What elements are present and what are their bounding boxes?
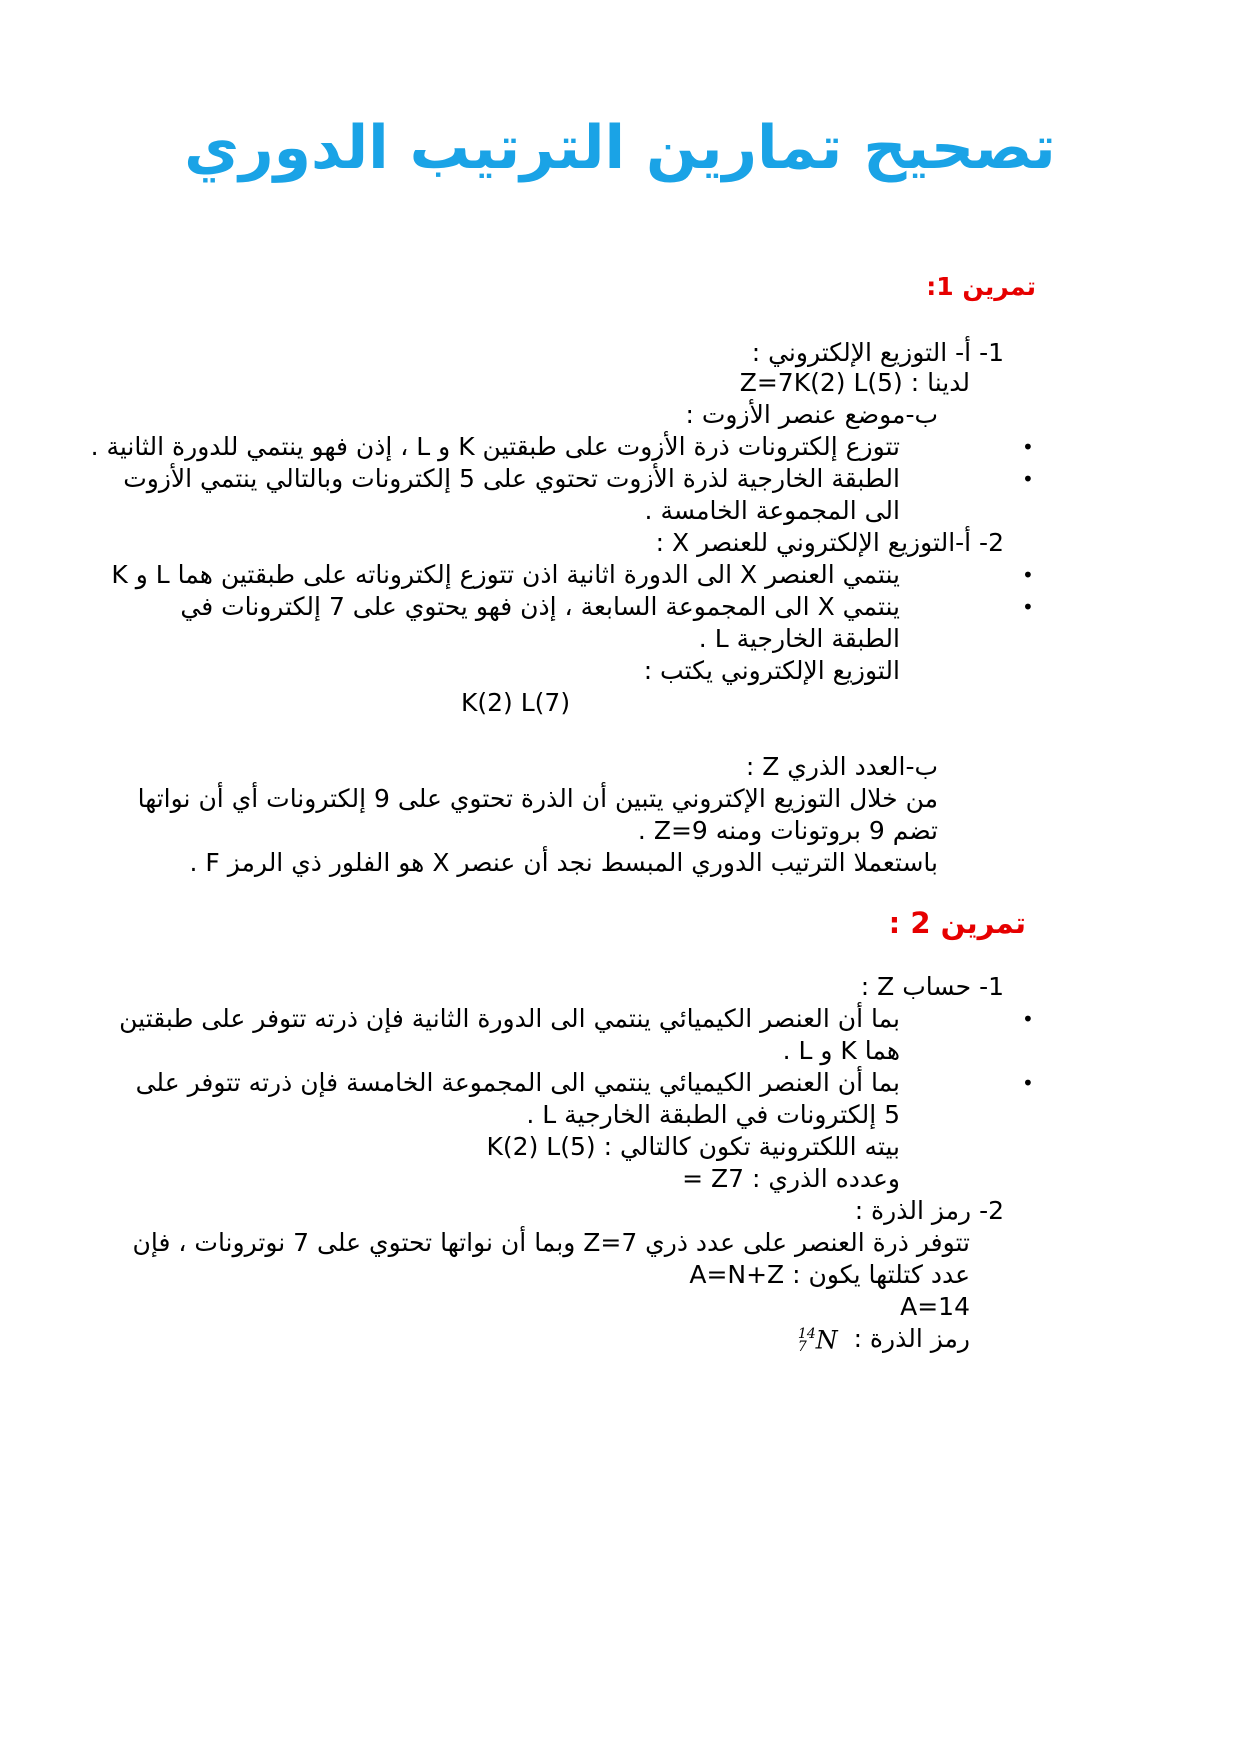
ex1-bullet-4b: الطبقة الخارجية L . <box>698 624 900 653</box>
ex2-bullet-1b: هما K و L . <box>782 1036 900 1065</box>
ex1-line-explain-3: باستعملا الترتيب الدوري المبسط نجد أن عنصر X هو الفلور ذي الرمز F . <box>189 848 938 877</box>
ex1-line-explain-2: تضم 9 بروتونات ومنه Z=9 . <box>637 816 938 845</box>
ex1-bullet-2b: الى المجموعة الخامسة . <box>644 496 900 525</box>
symbol-label: رمز الذرة : <box>853 1324 970 1353</box>
page-title: تصحيح تمارين الترتيب الدوري <box>184 113 1056 183</box>
ex2-line-neutrons: تتوفر ذرة العنصر على عدد ذري Z=7 وبما أن نواتها تحتوي على 7 نوترونات ، فإن <box>132 1228 970 1257</box>
ex2-bullet-2a: بما أن العنصر الكيميائي ينتمي الى المجموعة الخامسة فإن ذرته تتوفر على <box>135 1068 900 1097</box>
bullet-icon: • <box>1022 1007 1034 1031</box>
ex1-line-given: لدينا : Z=7K(2) L(5) <box>739 368 970 397</box>
ex2-line-compute-z: 1- حساب Z : <box>860 972 1004 1001</box>
ex2-line-symbol-heading: 2- رمز الذرة : <box>854 1196 1004 1225</box>
ex1-line-written: التوزيع الإلكتروني يكتب : <box>643 656 900 685</box>
ex2-line-symbol <box>798 1322 970 1358</box>
bullet-icon: • <box>1022 595 1034 619</box>
ex1-bullet-4a: ينتمي X الى المجموعة السابعة ، إذن فهو يحتوي على 7 إلكترونات في <box>180 592 900 621</box>
exercise-2-heading: تمرين 2 : <box>888 906 1026 940</box>
atomic-number: 7 <box>797 1338 807 1355</box>
nuclide-symbol <box>798 1322 838 1358</box>
ex2-line-mass-value: A=14 <box>900 1292 970 1321</box>
mass-number: 14 <box>797 1325 816 1342</box>
bullet-icon: • <box>1022 1071 1034 1095</box>
bullet-icon: • <box>1022 563 1034 587</box>
ex1-line-explain-1: من خلال التوزيع الإكتروني يتبين أن الذرة تحتوي على 9 إلكترونات أي أن نواتها <box>137 784 938 813</box>
ex2-bullet-1a: بما أن العنصر الكيميائي ينتمي الى الدورة الثانية فإن ذرته تتوفر على طبقتين <box>119 1004 900 1033</box>
ex1-line-electron-config: 1- أ- التوزيع الإلكتروني : <box>751 338 1004 367</box>
ex1-line-config-value: K(2) L(7) <box>461 688 571 717</box>
bullet-icon: • <box>1022 467 1034 491</box>
ex1-line-config-x: 2- أ-التوزيع الإلكتروني للعنصر X : <box>655 528 1004 557</box>
ex1-bullet-3: ينتمي العنصر X الى الدورة اثانية اذن تتوزع إلكتروناته على طبقتين هما L و K <box>111 560 900 589</box>
exercise-1-heading: تمرين 1: <box>926 272 1036 301</box>
bullet-icon: • <box>1022 435 1034 459</box>
ex1-bullet-1: تتوزع إلكترونات ذرة الأزوت على طبقتين K و L ، إذن فهو ينتمي للدورة الثانية . <box>90 432 900 461</box>
ex2-line-mass-formula: عدد كتلتها يكون : A=N+Z <box>689 1260 970 1289</box>
ex1-line-atomic-number: ب-العدد الذري Z : <box>745 752 938 781</box>
ex1-line-position: ب-موضع عنصر الأزوت : <box>685 400 938 429</box>
ex2-line-config: بيته اللكترونية تكون كالتالي : K(2) L(5) <box>486 1132 900 1161</box>
ex2-bullet-2b: 5 إلكترونات في الطبقة الخارجية L . <box>526 1100 900 1129</box>
element-letter: N <box>815 1325 838 1355</box>
ex2-line-atomic-number: وعدده الذري : Z7 = <box>682 1164 900 1193</box>
ex1-bullet-2a: الطبقة الخارجية لذرة الأزوت تحتوي على 5 إلكترونات وبالتالي ينتمي الأزوت <box>123 464 900 493</box>
